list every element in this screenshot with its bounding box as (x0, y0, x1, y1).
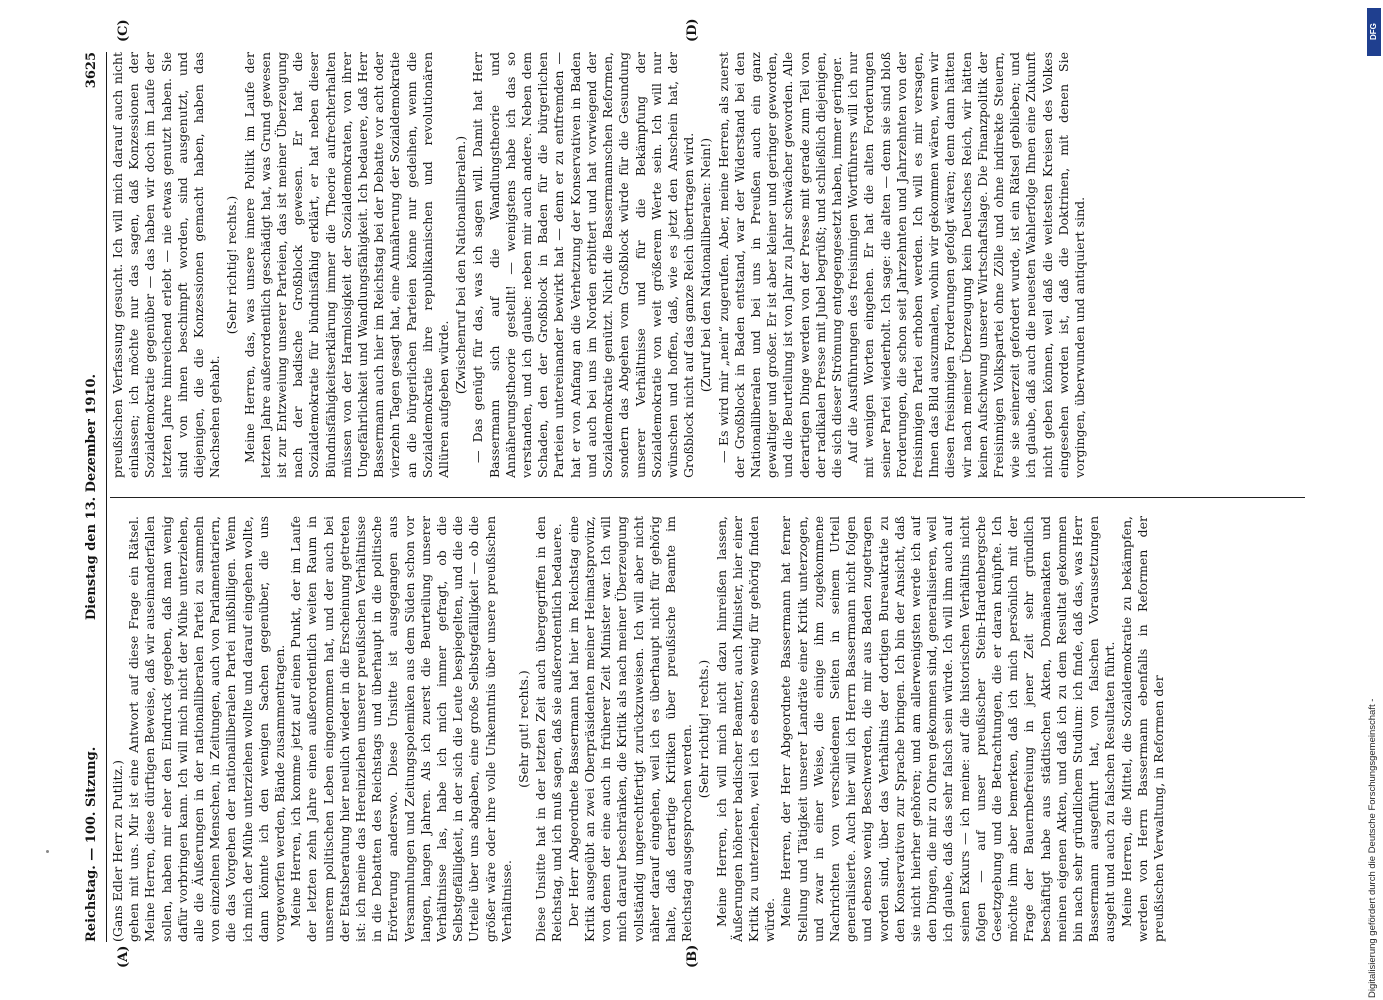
page-number: 3625 (84, 52, 99, 89)
dfg-logo: DFG (1367, 8, 1381, 56)
interjection: (Sehr richtig! rechts.) (224, 195, 240, 335)
paragraph: — Das genügt für das, was ich sagen will. Damit hat Herr Bassermann sich auf die Wandlungstheorie und Annäherungstheorie gestellt! — wenigstens habe ich das so verstanden, und ich glaube: neben mir auch andere. Neben dem Schaden, den der Großblock in Baden für die bürgerlichen Parteien untereinander bewirkt hat — denn er zu entfremden — hat er von Anfang an die Verhetzung der Konservativen in Baden und auch bei uns im Norden erbittert und hat vorwiegend der Sozialdemokratie genützt. Nicht die Bassermannschen Reformen, sondern das Abgehen vom Großblock würde für die Gesundung unserer Verhältnisse und für die Bekämpfung der Sozialdemokratie von weit größerem Werte sein. Ich will nur wünschen und hoffen, daß, wie es jetzt den Anschein hat, der Großblock nicht auf das ganze Reich übertragen wird. (470, 52, 697, 478)
margin-mark-a: (A) (116, 945, 131, 968)
paragraph: gehen mit uns. Mir ist eine Antwort auf diese Frage ein Rätsel. Meine Herren, diese dürftigen Beweise, daß wir auseinanderfallen sollen, haben mir eher den Eindruck gegeben, daß man wenig dafür vorbringen kann. Ich will mich nicht der Mühe unterziehen, alle die Äußerungen in der nationalliberalen Partei zu sammeln von einzelnen Menschen, in Zeitungen, auch von Parlamentariern, die das Vorgehen der nationalliberalen Partei mißbilligen. Wenn ich mich der Mühe unterziehen wollte und darauf eingehen wollte, dann könnte ich den wenigen Sachen gegenüber, die uns vorgeworfen werden, Bände zusammentragen. (126, 516, 288, 942)
paragraph: (Gans Edler Herr zu Putlitz.) (110, 760, 125, 942)
left-column (110, 516, 1310, 942)
interjection: (Sehr gut! rechts.) (516, 670, 532, 788)
margin-mark-c: (C) (116, 19, 131, 42)
interjection: (Sehr richtig! rechts.) (696, 659, 712, 799)
paragraph: — Es wird mir „nein“ zugerufen. Aber, meine Herren, als zuerst der Großblock in Baden entstand, war der Widerstand bei den Nationalliberalen und bei uns in Preußen auch ein ganz gewaltiger und großer. Er ist aber kleiner und geringer geworden, und die Beurteilung ist von Jahr zu Jahr schwächer geworden. Alle derartigen Dinge werden von der Presse mit gerade zum Teil von der radikalen Presse mit Jubel begrüßt; und schließlich diejenigen, die sich dieser Strömung entgegengesetzt haben, immer geringer. (715, 52, 844, 478)
interjection: (Zuruf bei den Nationalliberalen: Nein!) (698, 137, 714, 393)
paragraph: Diese Unsitte hat in der letzten Zeit auch übergegriffen in den Reichstag, und ich muß sagen, daß sie außerordentlich bedauere. (533, 516, 565, 942)
attribution-strip (1367, 8, 1381, 998)
running-header (80, 52, 106, 942)
paragraph: Auf die Ausführungen des freisinnigen Wortführers will ich nur mit wenigen Worten eingehen. Er hat die alten Forderungen seiner Partei wiederholt. Ich sage: die alten — denn sie sind bloß Forderungen, die schon seit Jahrzehnten und Jahrzehnten von der freisinnigen Partei erhoben werden. Ich will es mir versagen, Ihnen das Bild auszumalen, wohin wir gekommen wären, wenn wir diesen freisinnigen Forderungen gefolgt wären; denn dann hätten wir nach meiner Überzeugung kein Deutsches Reich, wir hätten keinen Aufschwung unserer Wirtschaftslage. Die Finanzpolitik der Freisinnigen Volkspartei ohne Zölle und ohne indirekte Steuern, wie sie seinerzeit gefordert wurde, ist ein Rätsel geblieben; und ich glaube, daß auch die neuesten Wahlerfolge Ihnen eine Zukunft nicht geben können, weil daß die weitesten Kreisen des Volkes eingesehen worden ist, daß die Doktrinen, mit denen Sie vorgingen, überwunden und antiquiert sind. (845, 52, 1087, 478)
paragraph: Meine Herren, das, was unsere innere Politik im Laufe der letzten Jahre außerordentlich geschädigt hat, was Grund gewesen ist zur Entzweiung unserer Parteien, das ist meiner Überzeugung nach der badische Großblock gewesen. Er hat die Sozialdemokratie für bündnisfähig erklärt, er hat neben dieser Bündnisfähigkeitserklärung immer die Theorie aufrechterhalten müssen von der Harmlosigkeit der Sozialdemokraten, von ihrer Ungefährlichkeit und Wandlungsfähigkeit. Ich bedauere, daß Herr Bassermann auch hier im Reichstag bei der Debatte vor acht oder vierzehn Tagen gesagt hat, eine Annäherung der Sozialdemokratie an die bürgerlichen Parteien könne nur gedeihen, wenn die Sozialdemokratie ihre republikanischen und revolutionären Allüren aufgeben würde. (241, 52, 452, 478)
column-rule (110, 497, 1305, 498)
margin-mark-b: (B) (685, 944, 700, 968)
header-rule (106, 52, 107, 942)
paragraph: Meine Herren, der Herr Abgeordnete Bassermann hat ferner Stellung und Tätigkeit unserer Landräte einer Kritik unterzogen, und zwar in einer Weise, die einige ihm zugekommene Nachrichten von verschiedenen Seiten in seinem Urteil generalisierte. Auch hier will ich Herrn Bassermann nicht folgen und ebenso wenig Beschwerden, die mir aus Baden zugetragen worden sind, über das Verhältnis der dortigen Bureaukratie zu den Konservativen zur Sprache bringen. Ich bin der Ansicht, daß sie nicht hierher gehören; und am allerwenigsten werde ich auf den Dingen, die mir zu Ohren gekommen sind, generalisieren, weil ich glaube, daß das sehr falsch sein würde. Ich will ihm auch auf seinen Exkurs — ich meine: auf die historischen Verhältnis nicht folgen — auf unser preußischer Stein-Hardenbergsche Gesetzgebung und die Betrachtungen, die er daran knüpfte. Ich möchte ihm aber bemerken, daß ich mich persönlich mit der Frage der Bauernbefreiung in jener Zeit sehr gründlich beschäftigt habe aus städtischen Akten, Domänenakten und meinen eigenen Akten, und daß ich zu dem Resultat gekommen bin nach sehr gründlichem Studium: ich finde, daß das, was Herr Bassermann ausgeführt hat, von falschen Voraussetzungen ausgeht und auch zu falschen Resultaten führt. (778, 516, 1118, 942)
header-date: Dienstag den 13. Dezember 1910. (84, 373, 99, 621)
right-column (110, 52, 1310, 478)
interjection: (Zwischenruf bei den Nationalliberalen.) (453, 135, 469, 395)
margin-mark-d: (D) (685, 18, 700, 42)
rotated-page (80, 18, 1320, 968)
paragraph: Meine Herren, die Mittel, die Sozialdemokratie zu bekämpfen, werden von Herrn Bassermann ebenfalls in Reformen der preußischen Verwaltung, in Reformen der (1118, 516, 1166, 942)
paragraph: preußischen Verfassung gesucht. Ich will mich darauf auch nicht einlassen; ich möchte nur das sagen, daß Konzessionen der Sozialdemokratie gegenüber — das haben wir doch im Laufe der letzten Jahre hinreichend erlebt — nie etwas genutzt haben. Sie sind von ihnen beschimpft worden, sind ausgenutzt, und diejenigen, die die Konzessionen gemacht haben, haben das Nachsehen gehabt. (110, 52, 223, 478)
paragraph: Meine Herren, ich komme jetzt auf einen Punkt, der im Laufe der letzten zehn Jahre einen außerordentlich weiten Raum in unserem politischen Leben eingenommen hat, und der auch bei der Etatsberatung hier neulich wieder in die Erscheinung getreten ist: ich meine das Hereinziehen unserer preußischen Verhältnisse in die Debatten des Reichstags und überhaupt in die politische Erörterung anderswo. Diese Unsitte ist ausgegangen aus Versammlungen und Zeitungspolemiken aus dem Süden schon vor langen, langen Jahren. Als ich zuerst die Beurteilung unserer Verhältnisse las, habe ich mich immer gefragt, ob die Selbstgefälligkeit, in der sich die Leute bespiegelten, und die die Urteile über uns abgaben, eine große Selbstgefälligkeit — ob die größer wäre oder ihre volle Unkenntnis über unsere preußischen Verhältnisse. (288, 516, 514, 942)
header-session: Reichstag. — 100. Sitzung. (84, 746, 99, 942)
scan-speck (46, 850, 49, 853)
paragraph: Meine Herren, ich will mich nicht dazu hinreißen lassen, Äußerungen höherer badischer Beamter, auch Minister, hier einer Kritik zu unterziehen, weil ich es ebenso wenig für gehörig finden würde. (713, 516, 778, 942)
attribution-text: Digitalisierung gefördert durch die Deutsche Forschungsgemeinschaft - (1367, 698, 1378, 998)
paragraph: Der Herr Abgeordnete Bassermann hat hier im Reichstag eine Kritik ausgeübt an zwei Oberpräsidenten meiner Heimatsprovinz, von denen der eine auch in früherer Zeit Minister war. Ich will mich darauf beschränken, die Kritik als nach meiner Überzeugung vollständig ungerechtfertigt zurückzuweisen. Ich will aber nicht näher darauf eingehen, weil ich es überhaupt nicht für gehörig halte, daß derartige Kritiken über preußische Beamte im Reichstag ausgesprochen werden. (565, 516, 695, 942)
